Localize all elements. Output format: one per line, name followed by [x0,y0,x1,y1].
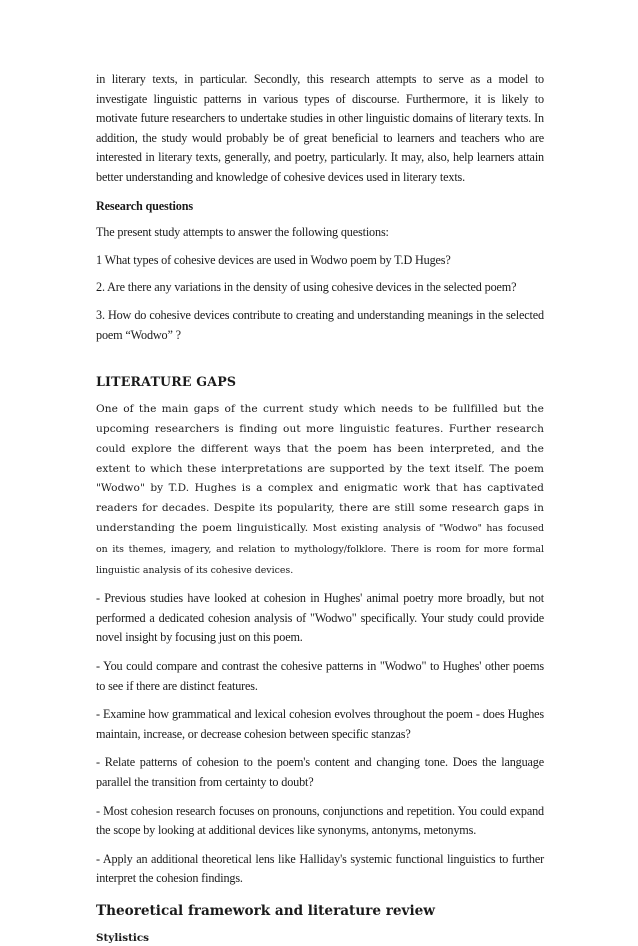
literature-gaps-main-text: One of the main gaps of the current study which needs to be fullfilled but the upcoming researchers is finding out more linguistic features. Further research could explore the different ways that the poem has been interpreted, and the extent to which these interpretations are supported by the text itself. The poem "Wodwo" by T.D. Hughes is a complex and enigmatic work that has captivated readers for decades. Despite its popularity, there are still some research gaps in understanding the poem linguistically. [96,403,544,534]
literature-gap-bullet: - Relate patterns of cohesion to the poem's content and changing tone. Does the language parallel the transition from certainty to doubt? [96,755,544,790]
research-questions-lead: The present study attempts to answer the following questions: [96,225,389,240]
literature-gaps-tail-text: Most existing analysis of "Wodwo" has focused on its themes, imagery, and relation to mythology/folklore. There is room for more formal linguistic analysis of its cohesive devices. [96,522,544,576]
literature-gap-bullet: - Most cohesion research focuses on pronouns, conjunctions and repetition. You could expand the scope by looking at additional devices like synonyms, antonyms, metonyms. [96,803,544,838]
literature-gap-bullet: - Apply an additional theoretical lens like Halliday's systemic functional linguistics to further interpret the cohesion findings. [96,851,544,886]
theoretical-framework-heading: Theoretical framework and literature review [96,903,435,920]
literature-gap-bullet: - Examine how grammatical and lexical cohesion evolves throughout the poem - does Hughes maintain, increase, or decrease cohesion between specific stanzas? [96,707,544,741]
literature-gaps-heading: LITERATURE GAPS [96,374,237,390]
research-question-2: 2. Are there any variations in the density of using cohesive devices in the selected poem? [96,280,517,295]
research-question-1: 1 What types of cohesive devices are used in Wodwo poem by T.D Huges? [96,252,451,267]
intro-paragraph: in literary texts, in particular. Secondly, this research attempts to serve as a model to investigate linguistic patterns in various types of discourse. Furthermore, it is likely to motivate future researchers to undertake studies in other linguistic domains of literary texts. In addition, the study would probably be of great beneficial to learners and teachers who are interested in literary texts, generally, and poetry, particularly. It may, also, help learners attain better understanding and knowledge of cohesive devices used in literary texts. [96,72,544,184]
document-page [96,70,544,946]
research-question-3: 3. How do cohesive devices contribute to creating and understanding meanings in the selected poem “Wodwo” ? [96,307,544,342]
literature-gap-bullet: - Previous studies have looked at cohesion in Hughes' animal poetry more broadly, but not performed a dedicated cohesion analysis of "Wodwo" specifically. Your study could provide novel insight by focusing just on this poem. [96,591,544,645]
research-questions-heading: Research questions [96,198,193,213]
literature-gaps-paragraph [96,399,544,580]
stylistics-subheading: Stylistics [96,932,150,945]
literature-gap-bullet: - You could compare and contrast the cohesive patterns in "Wodwo" to Hughes' other poems to see if there are distinct features. [96,659,544,693]
